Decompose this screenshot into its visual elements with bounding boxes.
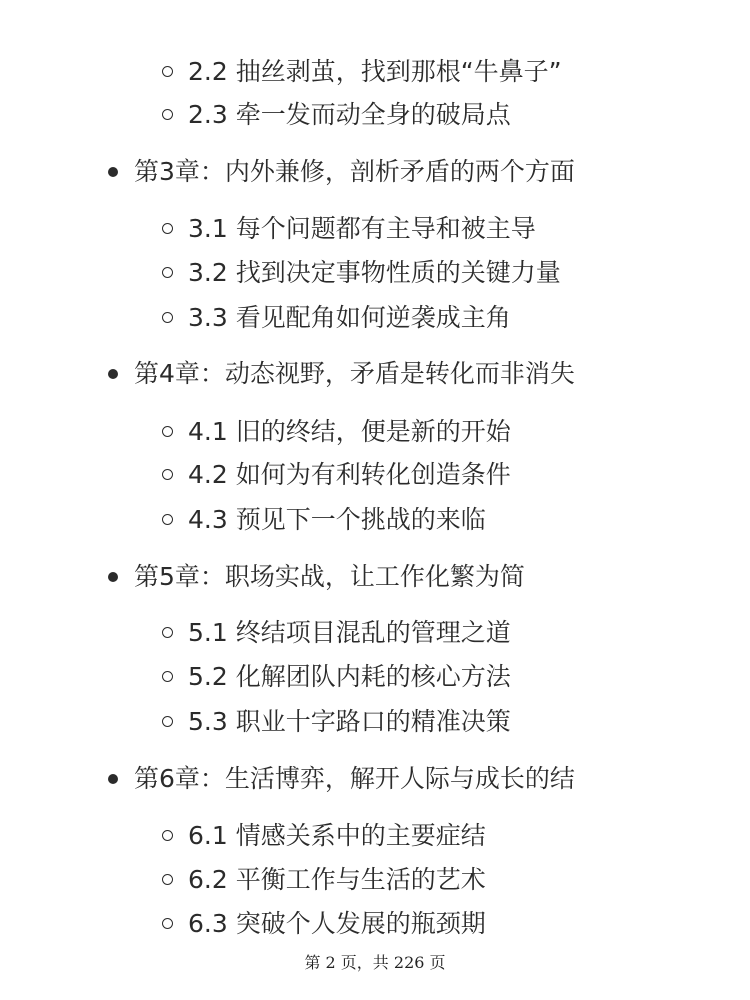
toc-section-6-2 — [0, 860, 750, 900]
toc-section-3-1 — [0, 209, 750, 249]
hollow-circle-bullet-icon — [162, 671, 173, 682]
toc-section-5-2 — [0, 657, 750, 697]
toc-chapter-4 — [0, 354, 750, 394]
hollow-circle-bullet-icon — [162, 874, 173, 885]
toc-entry-text: 5.2 化解团队内耗的核心方法 — [188, 662, 511, 691]
toc-section-3-3 — [0, 298, 750, 338]
toc-entry-text: 6.2 平衡工作与生活的艺术 — [188, 865, 486, 894]
toc-entry-text: 第5章：职场实战，让工作化繁为简 — [134, 562, 525, 591]
toc-section-4-1 — [0, 412, 750, 452]
toc-entry-text: 6.3 突破个人发展的瓶颈期 — [188, 909, 486, 938]
hollow-circle-bullet-icon — [162, 627, 173, 638]
hollow-circle-bullet-icon — [162, 514, 173, 525]
toc-section-2-2 — [0, 52, 750, 92]
toc-entry-text: 第3章：内外兼修，剖析矛盾的两个方面 — [134, 157, 575, 186]
toc-entry-text: 5.1 终结项目混乱的管理之道 — [188, 618, 511, 647]
hollow-circle-bullet-icon — [162, 426, 173, 437]
toc-section-5-3 — [0, 702, 750, 742]
hollow-circle-bullet-icon — [162, 469, 173, 480]
toc-section-5-1 — [0, 613, 750, 653]
toc-chapter-5 — [0, 557, 750, 597]
toc-chapter-3 — [0, 152, 750, 192]
toc-section-2-3 — [0, 95, 750, 135]
toc-entry-text: 4.1 旧的终结，便是新的开始 — [188, 417, 511, 446]
hollow-circle-bullet-icon — [162, 918, 173, 929]
toc-section-6-1 — [0, 816, 750, 856]
toc-section-4-3 — [0, 500, 750, 540]
toc-entry-text: 4.2 如何为有利转化创造条件 — [188, 460, 511, 489]
toc-chapter-6 — [0, 759, 750, 799]
page-number-footer: 第 2 页，共 226 页 — [304, 953, 446, 972]
hollow-circle-bullet-icon — [162, 830, 173, 841]
toc-entry-text: 6.1 情感关系中的主要症结 — [188, 821, 486, 850]
toc-entry-text: 2.3 牵一发而动全身的破局点 — [188, 100, 511, 129]
toc-entry-text: 5.3 职业十字路口的精准决策 — [188, 707, 511, 736]
hollow-circle-bullet-icon — [162, 223, 173, 234]
toc-section-6-3 — [0, 904, 750, 944]
toc-entry-text: 3.1 每个问题都有主导和被主导 — [188, 214, 536, 243]
hollow-circle-bullet-icon — [162, 267, 173, 278]
toc-entry-text: 第4章：动态视野，矛盾是转化而非消失 — [134, 359, 575, 388]
filled-circle-bullet-icon — [108, 774, 118, 784]
toc-section-4-2 — [0, 455, 750, 495]
toc-entry-text: 2.2 抽丝剥茧，找到那根“牛鼻子” — [188, 57, 562, 86]
filled-circle-bullet-icon — [108, 369, 118, 379]
toc-entry-text: 3.2 找到决定事物性质的关键力量 — [188, 258, 561, 287]
hollow-circle-bullet-icon — [162, 716, 173, 727]
hollow-circle-bullet-icon — [162, 312, 173, 323]
filled-circle-bullet-icon — [108, 572, 118, 582]
hollow-circle-bullet-icon — [162, 66, 173, 77]
toc-entry-text: 4.3 预见下一个挑战的来临 — [188, 505, 486, 534]
toc-entry-text: 3.3 看见配角如何逆袭成主角 — [188, 303, 511, 332]
filled-circle-bullet-icon — [108, 167, 118, 177]
toc-entry-text: 第6章：生活博弈，解开人际与成长的结 — [134, 764, 575, 793]
hollow-circle-bullet-icon — [162, 109, 173, 120]
toc-section-3-2 — [0, 253, 750, 293]
